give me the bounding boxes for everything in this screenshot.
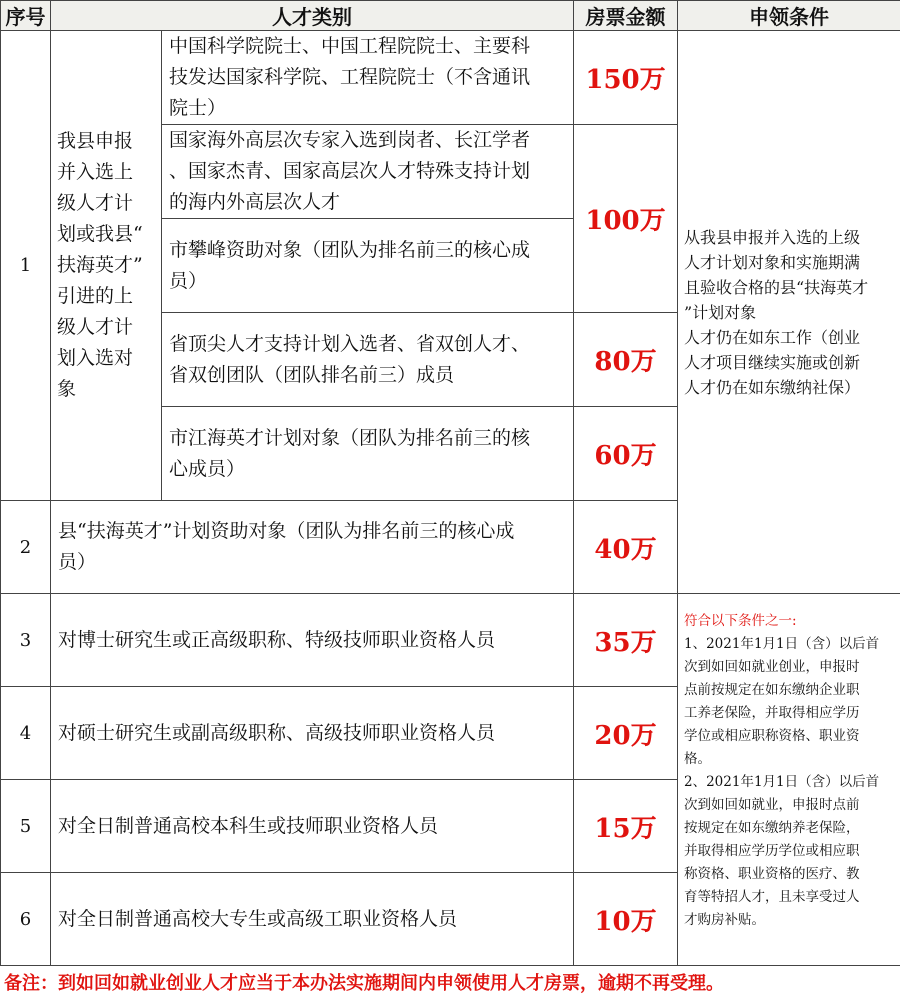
condition-b: 符合以下条件之一: 1、2021年1月1日（含）以后首 次到如回如就业创业，申报时 点前按规定在如东缴纳企业职 工养老保险，并取得相应学历 学位或相应职称资格、职业资 格。 2、2021年1月1日（含）以后首 次到如回如就业，申报时点前 按规定在如东缴纳养老保险， 并取得相应学历学位或相应职 称资格、职业资格的医疗、教 育等特招人才，且未享受过人 才购房补贴。 xyxy=(678,594,900,966)
row1-sub2-amount: 100万 xyxy=(574,125,678,313)
row2-text: 县“扶海英才”计划资助对象（团队为排名前三的核心成 员） xyxy=(51,501,574,594)
row1-sub1-text: 中国科学院院士、中国工程院院士、主要科 技发达国家科学院、工程院院士（不含通讯 院士） xyxy=(162,31,574,125)
row4-amount: 20万 xyxy=(574,687,678,780)
footnote: 备注：到如回如就业创业人才应当于本办法实施期间内申领使用人才房票，逾期不再受理。 xyxy=(4,973,724,994)
row5-text: 对全日制普通高校本科生或技师职业资格人员 xyxy=(51,780,574,873)
row1-sub3-text: 市攀峰资助对象（团队为排名前三的核心成 员） xyxy=(162,219,574,313)
row1-sub1-amount: 150万 xyxy=(574,31,678,125)
row2-seq: 2 xyxy=(1,501,51,594)
condition-b-title: 符合以下条件之一: xyxy=(684,613,797,629)
row3-text: 对博士研究生或正高级职称、特级技师职业资格人员 xyxy=(51,594,574,687)
row4-seq: 4 xyxy=(1,687,51,780)
row5-seq: 5 xyxy=(1,780,51,873)
row1-sub4-amount: 80万 xyxy=(574,313,678,407)
row1-seq: 1 xyxy=(1,31,51,501)
row5-amount: 15万 xyxy=(574,780,678,873)
row2-amount: 40万 xyxy=(574,501,678,594)
header-category: 人才类别 xyxy=(51,1,574,31)
row6-text: 对全日制普通高校大专生或高级工职业资格人员 xyxy=(51,873,574,966)
row4-text: 对硕士研究生或副高级职称、高级技师职业资格人员 xyxy=(51,687,574,780)
header-seq: 序号 xyxy=(1,1,51,31)
condition-a: 从我县申报并入选的上级 人才计划对象和实施期满 且验收合格的县“扶海英才 ”计划对象 人才仍在如东工作（创业 人才项目继续实施或创新 人才仍在如东缴纳社保） xyxy=(678,31,900,594)
row6-seq: 6 xyxy=(1,873,51,966)
header-condition: 申领条件 xyxy=(678,1,900,31)
row3-amount: 35万 xyxy=(574,594,678,687)
row3-seq: 3 xyxy=(1,594,51,687)
header-amount: 房票金额 xyxy=(574,1,678,31)
row1-sub4-text: 省顶尖人才支持计划入选者、省双创人才、 省双创团队（团队排名前三）成员 xyxy=(162,313,574,407)
row6-amount: 10万 xyxy=(574,873,678,966)
row1-sub5-text: 市江海英才计划对象（团队为排名前三的核 心成员） xyxy=(162,407,574,501)
row1-sub2-text: 国家海外高层次专家入选到岗者、长江学者 、国家杰青、国家高层次人才特殊支持计划 的海内外高层次人才 xyxy=(162,125,574,219)
row1-sub5-amount: 60万 xyxy=(574,407,678,501)
row1-category: 我县申报 并入选上 级人才计 划或我县“ 扶海英才” 引进的上 级人才计 划入选对 象 xyxy=(51,31,162,501)
